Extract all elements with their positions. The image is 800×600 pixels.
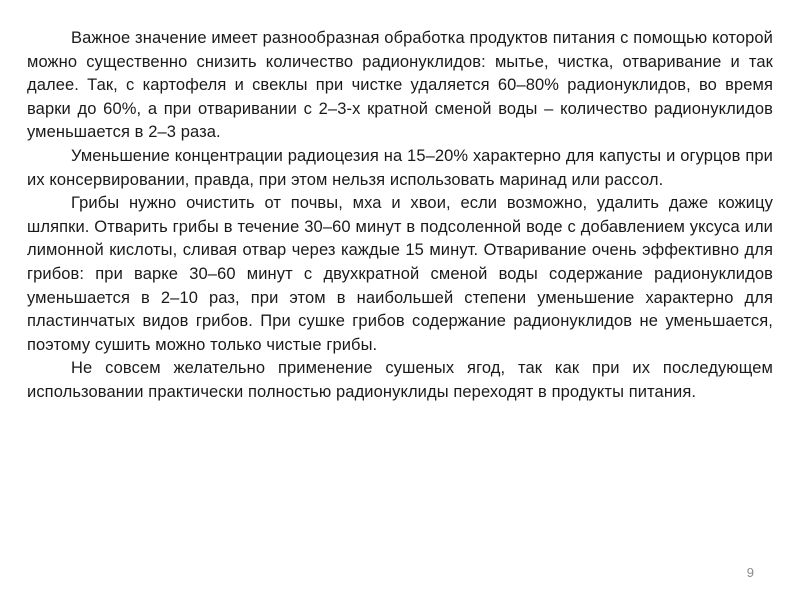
text-body (27, 27, 773, 405)
slide-number: 9 (746, 565, 754, 580)
paragraph-mushrooms: Грибы нужно очистить от почвы, мха и хвои, если возможно, удалить даже кожицу шляпки. Отварить грибы в течение 30–60 минут в подсоленной воде с добавлением уксуса или лимонной кислоты, сливая отвар через каждые 15 минут. Отваривание очень эффективно для грибов: при варке 30–60 минут с двухкратной сменой воды содержание радионуклидов уменьшается в 2–10 раз, при этом в наибольшей степени уменьшение характерно для пластинчатых видов грибов. При сушке грибов содержание радионуклидов не уменьшается, поэтому сушить можно только чистые грибы. (27, 194, 773, 354)
paragraph-processing: Важное значение имеет разнообразная обработка продуктов питания с помощью которой можно существенно снизить количество радионуклидов: мытье, чистка, отваривание и так далее. Так, с картофеля и свеклы при чистке удаляется 60–80% радионуклидов, во время варки до 60%, а при отваривании с 2–3-х кратной сменой воды – количество радионуклидов уменьшается в 2–3 раза. (27, 29, 773, 142)
paragraph-cesium: Уменьшение концентрации радиоцезия на 15–20% характерно для капусты и огурцов при их консервировании, правда, при этом нельзя использовать маринад или рассол. (27, 146, 773, 189)
paragraph-berries: Не совсем желательно применение сушеных ягод, так как при их последующем использовании практически полностью радионуклиды переходят в продукты питания. (27, 359, 773, 401)
